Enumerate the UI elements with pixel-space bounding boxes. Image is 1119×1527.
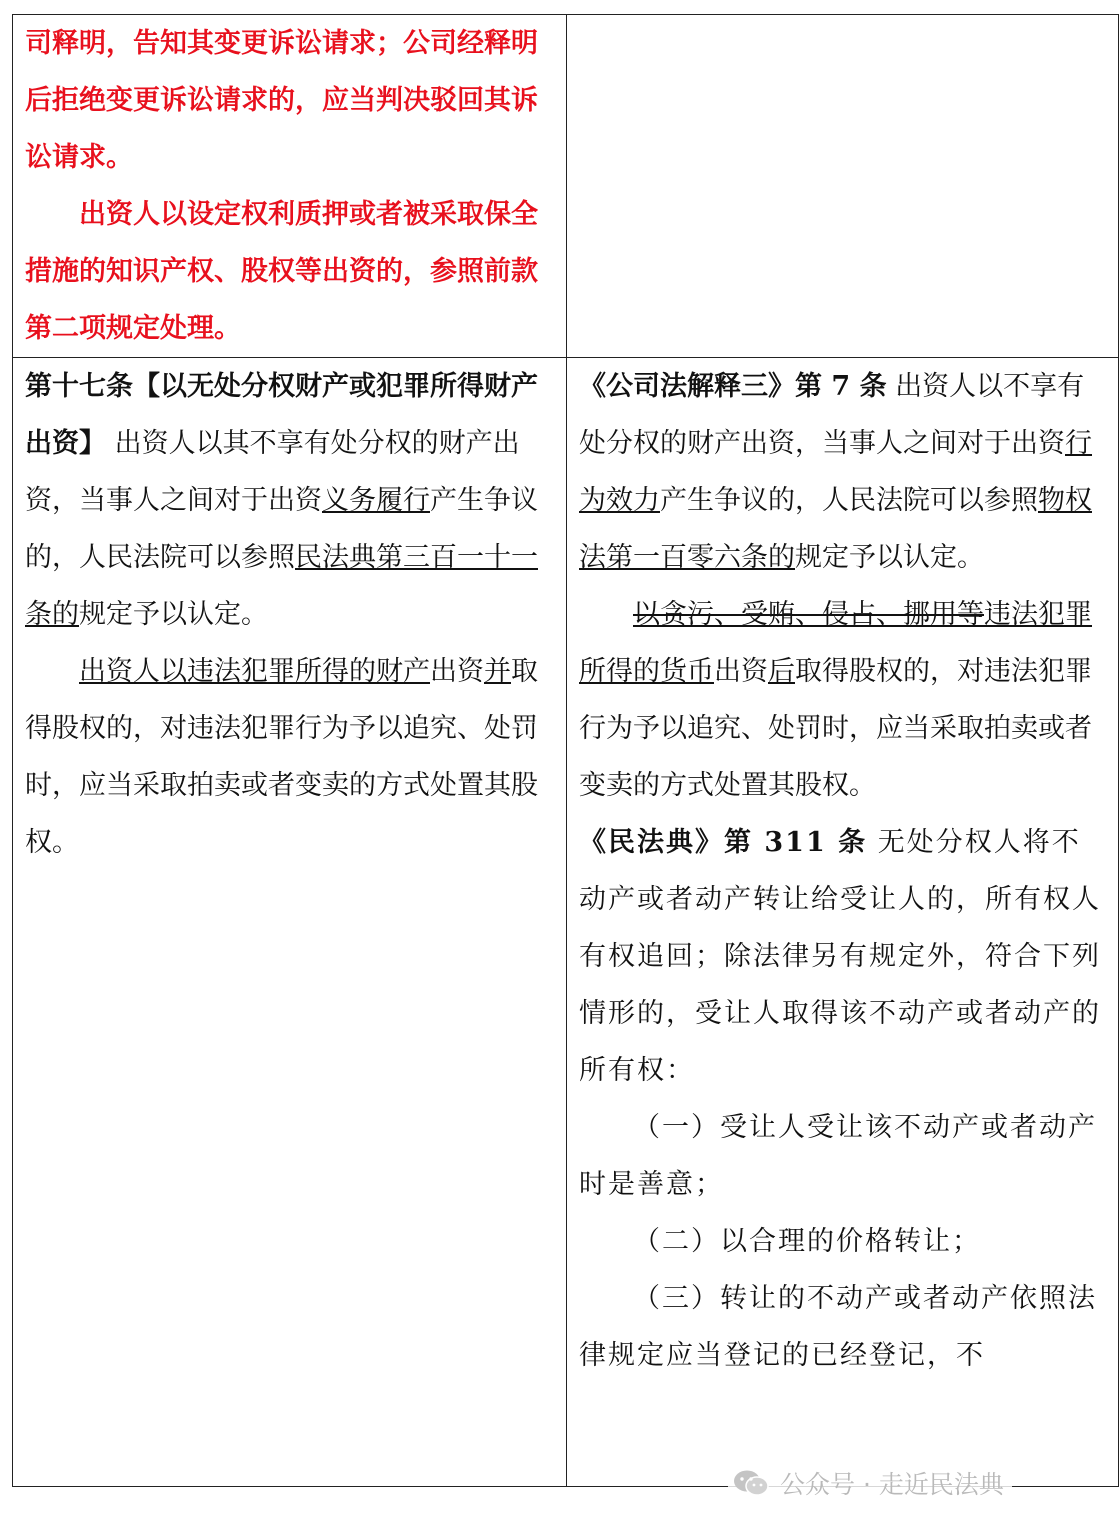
- interpretation-3-paragraph-2: 以贪污、受贿、侵占、挪用等违法犯罪所得的货币出资后取得股权的，对违法犯罪行为予以追究、处罚时，应当采取拍卖或者变卖的方式处置其股权。: [579, 599, 1092, 801]
- interpretation-3-title: 《公司法解释三》第 7 条: [579, 371, 887, 402]
- civil-code-311-title: 《民法典》第 311 条: [579, 827, 868, 858]
- left-cell-article-17: [13, 358, 567, 1487]
- civil-code-item-1: （一）受让人受让该不动产或者动产时是善意；: [579, 1112, 1097, 1200]
- watermark: [728, 1463, 1012, 1503]
- civil-code-item-3: （三）转让的不动产或者动产依照法律规定应当登记的已经登记，不: [579, 1283, 1097, 1371]
- civil-code-item-2: （二）以合理的价格转让；: [633, 1226, 981, 1257]
- comparison-table: [12, 14, 1119, 1487]
- right-cell-references: [567, 358, 1119, 1487]
- article-17-paragraph-2: 出资人以违法犯罪所得的财产出资并取得股权的，对违法犯罪行为予以追究、处罚时，应当采取拍卖或者变卖的方式处置其股权。: [25, 656, 538, 858]
- table-row: [13, 15, 1119, 358]
- watermark-text: 公众号 · 走近民法典: [780, 1470, 1004, 1499]
- red-paragraph-2: 出资人以设定权利质押或者被采取保全措施的知识产权、股权等出资的，参照前款第二项规定处理。: [25, 199, 538, 344]
- left-cell-continued: [13, 15, 567, 358]
- red-paragraph-1: 司释明，告知其变更诉讼请求；公司经释明后拒绝变更诉讼请求的，应当判决驳回其诉讼请求。: [25, 28, 538, 173]
- article-17-title: 第十七条【以无处分权财产或犯罪所得财产出资】: [25, 371, 538, 459]
- civil-code-311-paragraph: 《民法典》第 311 条 无处分权人将不动产或者动产转让给受让人的，所有权人有权追回；除法律另有规定外，符合下列情形的，受让人取得该不动产或者动产的所有权：: [579, 827, 1101, 1086]
- interpretation-3-paragraph-1: 《公司法解释三》第 7 条 出资人以不享有处分权的财产出资，当事人之间对于出资行为效力产生争议的，人民法院可以参照物权法第一百零六条的规定予以认定。: [579, 371, 1092, 573]
- table-row: [13, 358, 1119, 1487]
- right-cell-empty: [567, 15, 1119, 358]
- article-17-paragraph-1: 第十七条【以无处分权财产或犯罪所得财产出资】 出资人以其不享有处分权的财产出资，当事人之间对于出资义务履行产生争议的，人民法院可以参照民法典第三百一十一条的规定予以认定。: [25, 371, 538, 630]
- wechat-icon: [732, 1468, 770, 1498]
